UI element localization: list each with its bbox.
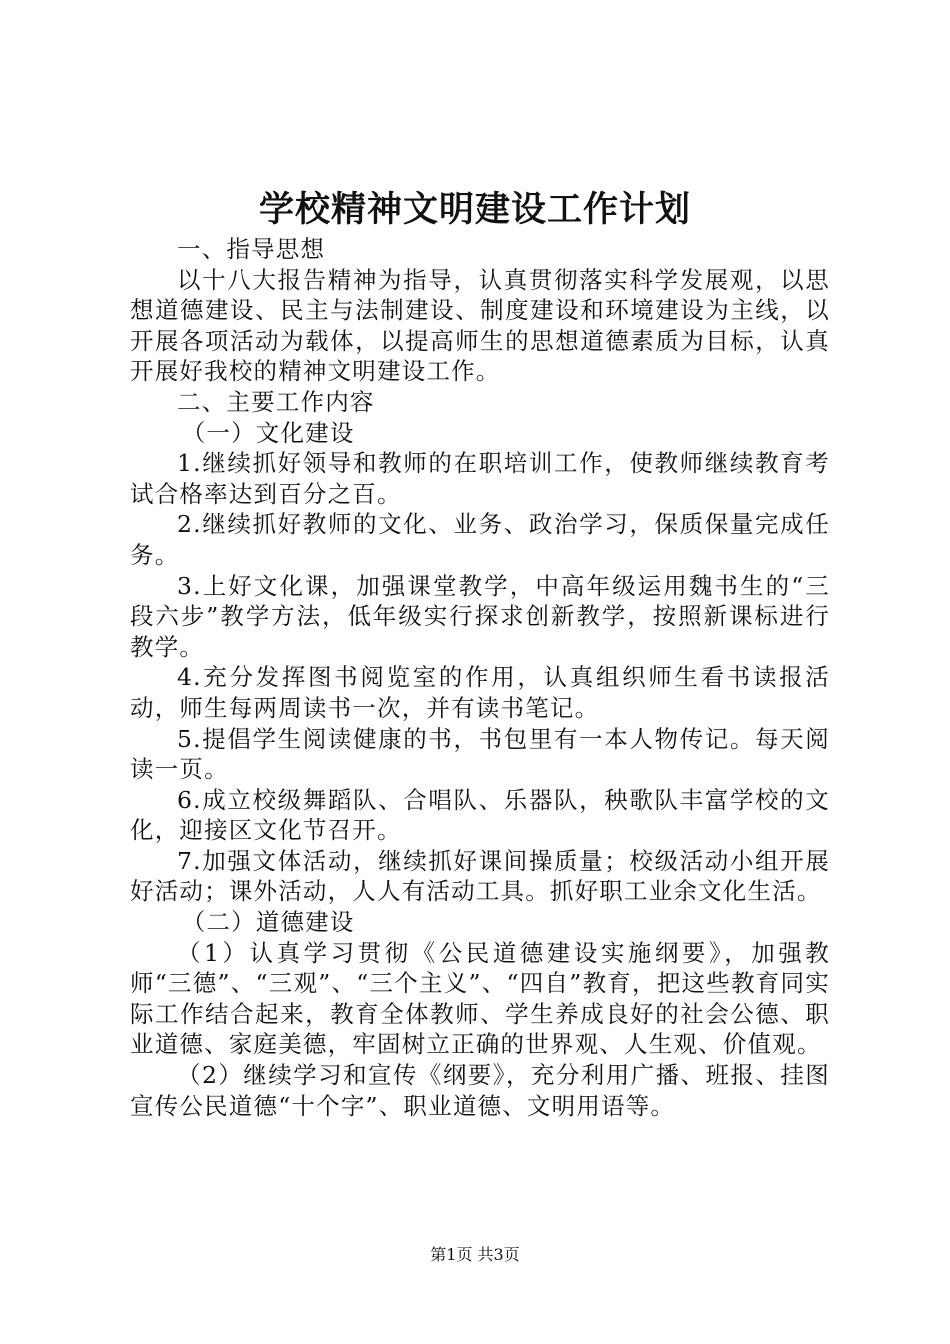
list-item: 7.加强文体活动，继续抓好课间操质量；校级活动小组开展好活动；课外活动，人人有活动工具。抓好职工业余文化生活。 xyxy=(130,846,830,906)
list-item: 2.继续抓好教师的文化、业务、政治学习，保质保量完成任务。 xyxy=(130,510,830,569)
document-body xyxy=(130,234,830,1121)
list-item: 4.充分发挥图书阅览室的作用，认真组织师生看书读报活动，师生每两周读书一次，并有读书笔记。 xyxy=(130,663,830,722)
list-item: 6.成立校级舞蹈队、合唱队、乐器队，秧歌队丰富学校的文化，迎接区文化节召开。 xyxy=(130,785,830,845)
list-item: （2）继续学习和宣传《纲要》，充分利用广播、班报、挂图宣传公民道德“十个字”、职业道德、文明用语等。 xyxy=(130,1061,830,1120)
list-item: 3.上好文化课，加强课堂教学，中高年级运用魏书生的“三段六步”教学方法，低年级实行探求创新教学，按照新课标进行教学。 xyxy=(130,571,830,661)
list-item: （1）认真学习贯彻《公民道德建设实施纲要》，加强教师“三德”、“三观”、“三个主义”、“四自”教育，把这些教育同实际工作结合起来，教育全体教师、学生养成良好的社会公德、职业道德、家庭美德，牢固树立正确的世界观、人生观、价值观。 xyxy=(130,938,830,1059)
list-item: 1.继续抓好领导和教师的在职培训工作，使教师继续教育考试合格率达到百分之百。 xyxy=(130,449,830,508)
section-heading: 二、主要工作内容 xyxy=(177,387,375,416)
paragraph: 以十八大报告精神为指导，认真贯彻落实科学发展观，以思想道德建设、民主与法制建设、制度建设和环境建设为主线，以开展各项活动为载体，以提高师生的思想道德素质为目标，认真开展好我校的精神文明建设工作。 xyxy=(130,265,830,386)
document-title: 学校精神文明建设工作计划 xyxy=(258,189,691,230)
page-footer: 第1页 共3页 xyxy=(430,1245,520,1264)
subsection-heading: （二）道德建设 xyxy=(181,908,355,937)
section-heading: 一、指导思想 xyxy=(177,235,326,263)
list-item: 5.提倡学生阅读健康的书，书包里有一本人物传记。每天阅读一页。 xyxy=(130,724,830,784)
subsection-heading: （一）文化建设 xyxy=(181,418,355,447)
